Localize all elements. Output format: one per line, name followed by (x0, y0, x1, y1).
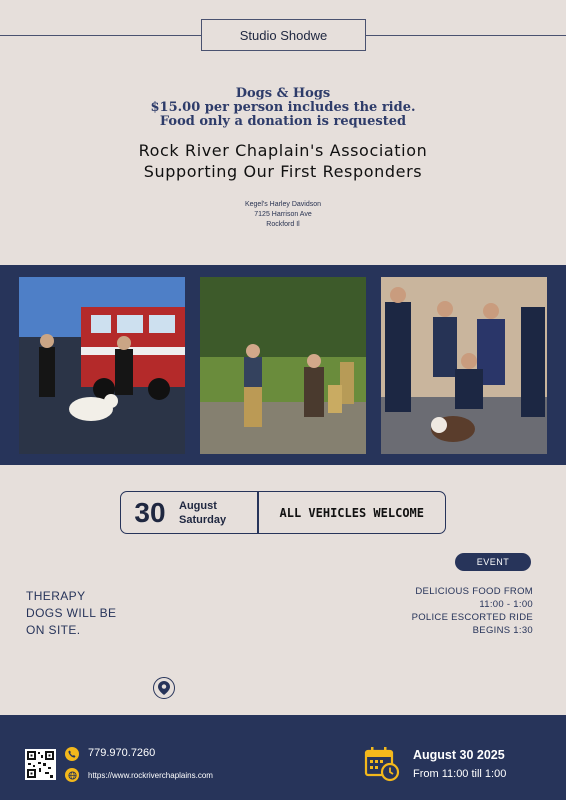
donation-line: Food only a donation is requested (159, 114, 407, 129)
photo-band (0, 265, 566, 465)
event-details (380, 585, 533, 637)
date-banner (120, 491, 446, 534)
event-month: August (179, 499, 217, 512)
calendar-clock-icon (364, 746, 400, 782)
phone-number[interactable]: 779.970.7260 (88, 747, 156, 759)
event-badge: EVENT (455, 553, 531, 571)
price-line: $15.00 per person includes the ride. (150, 100, 416, 115)
website-link[interactable]: https://www.rockriverchaplains.com (88, 771, 213, 780)
event-day: 30 (134, 496, 166, 528)
globe-icon (65, 768, 79, 782)
phone-icon (65, 747, 79, 761)
venue-address (0, 200, 566, 230)
therapy-dogs-note (26, 588, 136, 639)
month-weekday (179, 499, 257, 527)
event-weekday: Saturday (179, 513, 227, 526)
footer-time: From 11:00 till 1:00 (413, 768, 507, 780)
ride-line: POLICE ESCORTED RIDE (411, 612, 533, 623)
food-line: DELICIOUS FOOD FROM (415, 586, 533, 597)
venue-city: Rockford Il (266, 221, 300, 228)
venue-street: 7125 Harrison Ave (254, 211, 312, 218)
photo-firefighters-handshake (200, 277, 366, 454)
therapy-line-3: ON SITE. (26, 623, 81, 637)
event-name: Dogs & Hogs (235, 86, 331, 101)
therapy-line-2: DOGS WILL BE (26, 606, 117, 620)
food-hours: 11:00 - 1:00 (479, 599, 533, 610)
ride-start: BEGINS 1:30 (472, 625, 533, 636)
location-pin-icon (153, 677, 175, 699)
venue-name: Kegel's Harley Davidson (244, 201, 322, 208)
association-title (0, 140, 566, 182)
association-tagline: Supporting Our First Responders (143, 162, 423, 181)
studio-name: Studio Shodwe (239, 27, 328, 43)
price-tagline (0, 87, 566, 129)
photo-fire-truck-dogs (19, 277, 185, 454)
association-name: Rock River Chaplain's Association (138, 141, 428, 160)
studio-label (201, 19, 366, 51)
photo-officers-with-dog (381, 277, 547, 454)
footer-date: August 30 2025 (413, 748, 505, 762)
qr-code-icon[interactable] (25, 749, 56, 780)
footer (0, 715, 566, 800)
therapy-line-1: THERAPY (26, 589, 86, 603)
vehicles-headline: ALL VEHICLES WELCOME (279, 505, 424, 520)
